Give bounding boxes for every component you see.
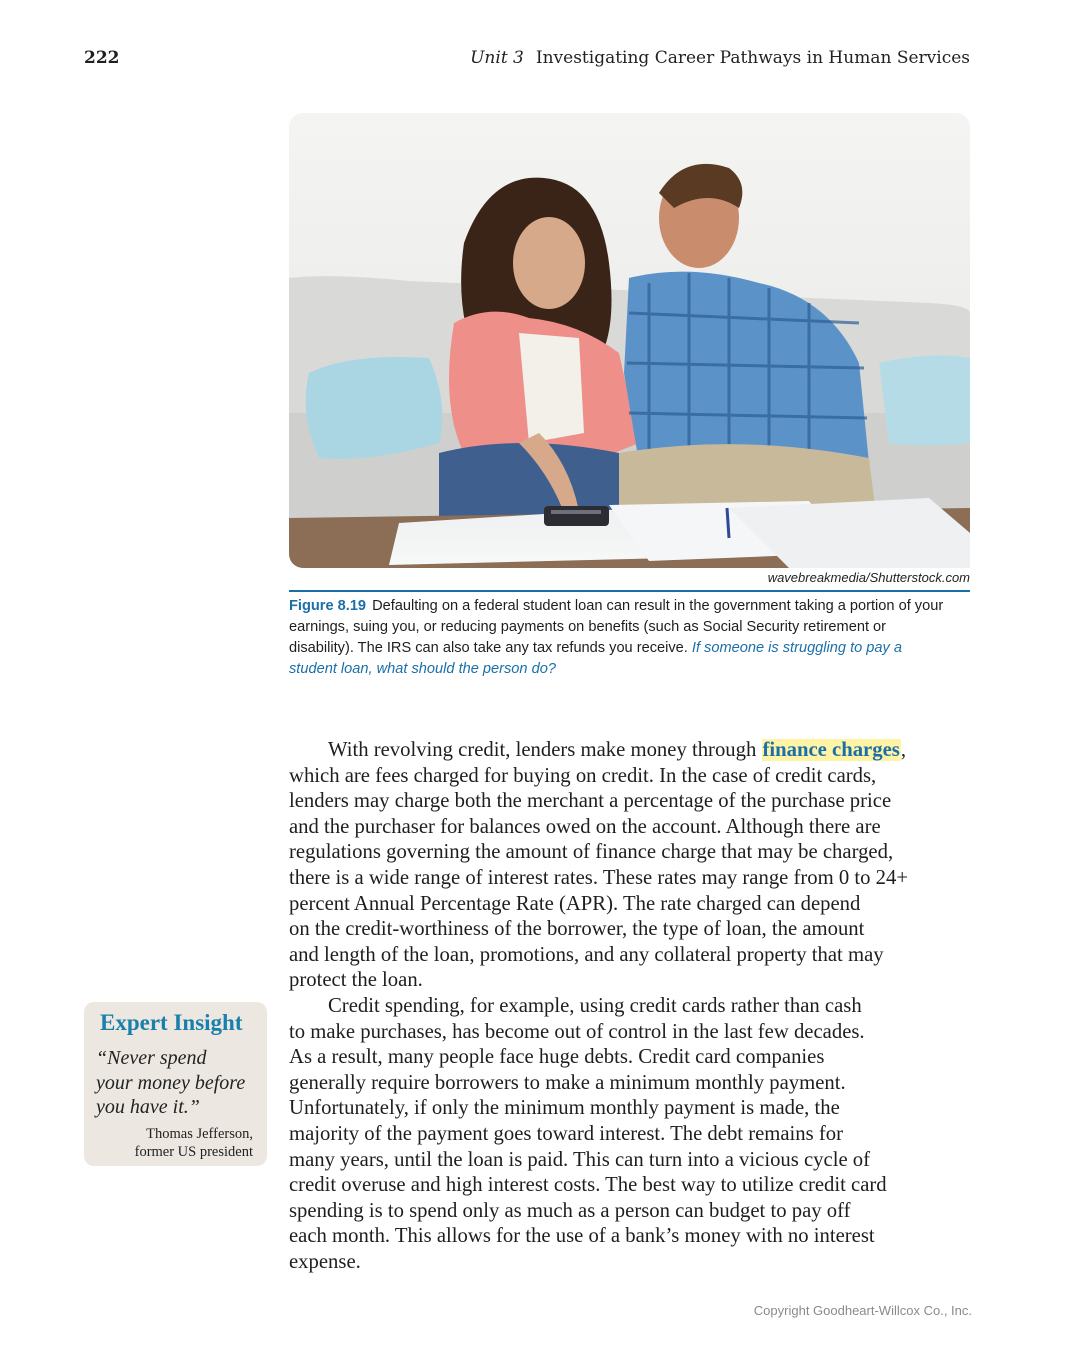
paragraph-line: Credit spending, for example, using credit cards rather than cash xyxy=(328,994,862,1017)
unit-label: Unit 3 xyxy=(470,48,524,68)
quote-attribution xyxy=(135,1125,253,1161)
quote-line: “Never spend xyxy=(96,1047,207,1069)
attribution-line: former US president xyxy=(134,1144,253,1160)
paragraph-line: lenders may charge both the merchant a percentage of the purchase price xyxy=(289,790,892,813)
paragraph-line: and the purchaser for balances owed on the account. Although there are xyxy=(289,815,881,838)
paragraph-line: generally require borrowers to make a minimum monthly payment. xyxy=(289,1071,846,1094)
chapter-title: Investigating Career Pathways in Human Services xyxy=(535,48,970,68)
quote-line: you have it.” xyxy=(96,1096,200,1118)
paragraph-line: spending is to spend only as much as a person can budget to pay off xyxy=(289,1199,851,1222)
key-term-finance-charges: finance charges xyxy=(762,739,900,761)
body-text xyxy=(289,738,989,1275)
quote-line: your money before xyxy=(96,1071,246,1094)
copyright-notice: Copyright Goodheart-Willcox Co., Inc. xyxy=(753,1303,972,1318)
paragraph-line: regulations governing the amount of finance charge that may be charged, xyxy=(289,841,894,864)
expert-insight-title: Expert Insight xyxy=(100,1010,243,1035)
paragraph-line: expense. xyxy=(289,1250,361,1273)
paragraph-line: majority of the payment goes toward interest. The debt remains for xyxy=(289,1122,843,1145)
paragraph-line xyxy=(289,738,989,764)
expert-quote xyxy=(96,1046,264,1120)
caption-question: If someone is struggling to pay a student loan, what should the person do? xyxy=(289,640,902,677)
paragraph-line: to make purchases, has become out of control in the last few decades. xyxy=(289,1020,865,1043)
paragraph-line: As a result, many people face huge debts. Credit card companies xyxy=(289,1046,825,1069)
paragraph-line: on the credit-worthiness of the borrower, the type of loan, the amount xyxy=(289,918,865,941)
paragraph-line: each month. This allows for the use of a bank’s money with no interest xyxy=(289,1225,875,1248)
paragraph-line: many years, until the loan is paid. This can turn into a vicious cycle of xyxy=(289,1148,871,1171)
paragraph-line: Unfortunately, if only the minimum monthly payment is made, the xyxy=(289,1097,840,1120)
text-run: With revolving credit, lenders make money through xyxy=(328,739,757,761)
running-head xyxy=(470,48,970,68)
caption-divider xyxy=(289,590,970,592)
attribution-line: Thomas Jefferson, xyxy=(146,1126,253,1142)
caption-text: Defaulting on a federal student loan can result in the government taking a portion of your earnings, suing you, or reducing payments on benefits (such as Social Security retirement or disability). The IRS can also take any tax refunds you receive. xyxy=(289,598,944,656)
paragraph-line: which are fees charged for buying on credit. In the case of credit cards, xyxy=(289,764,877,787)
paragraph-line: credit overuse and high interest costs. The best way to utilize credit card xyxy=(289,1174,887,1197)
page-number: 222 xyxy=(84,48,120,68)
paragraph-line: protect the loan. xyxy=(289,969,423,992)
photo-illustration xyxy=(289,113,970,568)
paragraph-line: percent Annual Percentage Rate (APR). The rate charged can depend xyxy=(289,892,861,915)
figure-label: Figure 8.19 xyxy=(289,598,367,614)
photo-credit: wavebreakmedia/Shutterstock.com xyxy=(767,570,970,585)
text-run: , xyxy=(900,739,906,761)
paragraph-line: there is a wide range of interest rates. These rates may range from 0 to 24+ xyxy=(289,866,909,889)
figure-caption xyxy=(289,596,949,680)
paragraph-line: and length of the loan, promotions, and any collateral property that may xyxy=(289,943,884,966)
expert-insight-box xyxy=(84,1002,267,1166)
figure-photo xyxy=(289,113,970,568)
